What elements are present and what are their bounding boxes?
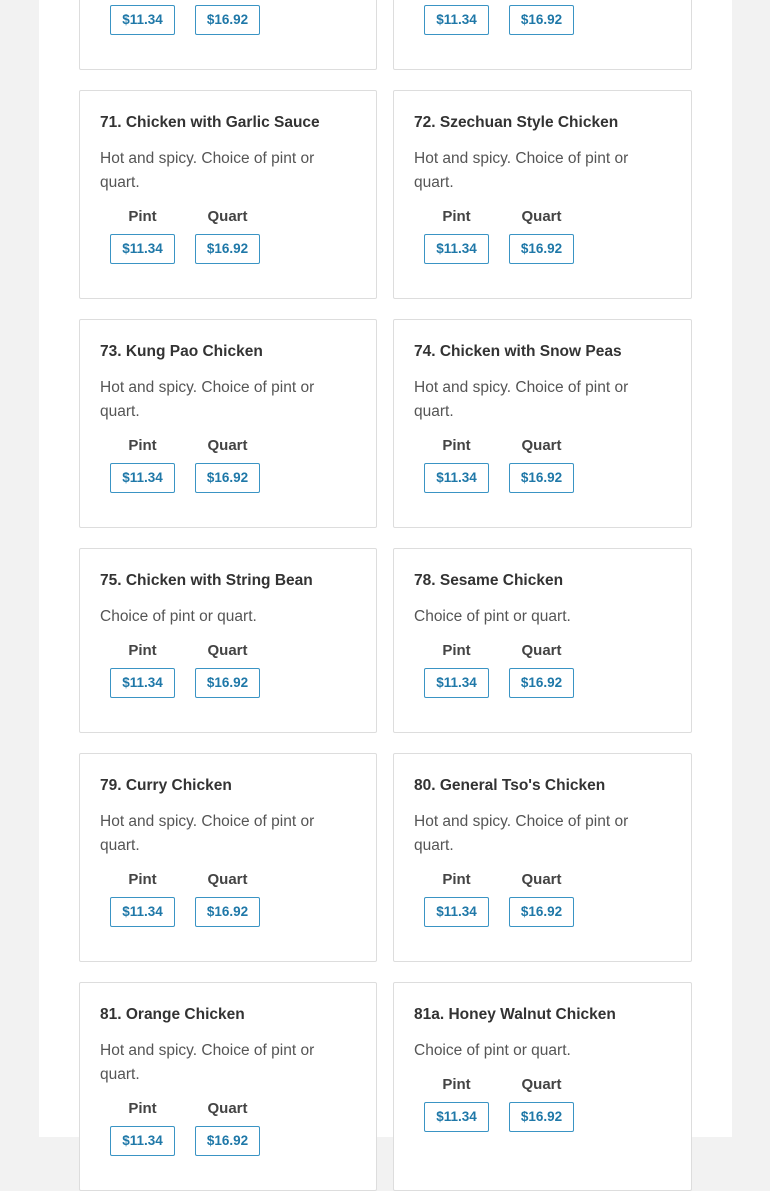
quart-price-button[interactable]: $16.92 — [509, 5, 574, 35]
size-option-pint — [424, 1075, 489, 1132]
menu-item-description: Choice of pint or quart. — [414, 608, 571, 625]
size-option-quart — [195, 641, 260, 698]
size-options — [100, 0, 356, 35]
size-options — [414, 436, 671, 493]
menu-item-card[interactable] — [393, 753, 692, 962]
pint-label: Pint — [128, 437, 157, 454]
size-options — [414, 0, 671, 35]
menu-item-card[interactable] — [79, 753, 377, 962]
pint-price-button[interactable]: $11.34 — [424, 5, 489, 35]
quart-price-button[interactable]: $16.92 — [195, 1126, 260, 1156]
menu-item-card[interactable] — [79, 982, 377, 1191]
pint-label: Pint — [128, 871, 157, 888]
size-options — [100, 870, 356, 927]
quart-label: Quart — [521, 642, 562, 659]
menu-item-card[interactable] — [79, 548, 377, 733]
quart-label: Quart — [207, 437, 248, 454]
pint-label: Pint — [128, 208, 157, 225]
quart-price-button[interactable]: $16.92 — [509, 668, 574, 698]
size-option-quart — [195, 1099, 260, 1156]
quart-label: Quart — [521, 437, 562, 454]
quart-price-button[interactable]: $16.92 — [195, 5, 260, 35]
pint-price-button[interactable]: $11.34 — [424, 463, 489, 493]
pint-price-button[interactable]: $11.34 — [110, 1126, 175, 1156]
quart-price-button[interactable]: $16.92 — [509, 463, 574, 493]
size-options — [100, 436, 356, 493]
menu-item-description: Hot and spicy. Choice of pint or quart. — [100, 1042, 315, 1083]
pint-label: Pint — [442, 1076, 471, 1093]
pint-price-button[interactable]: $11.34 — [110, 897, 175, 927]
quart-price-button[interactable]: $16.92 — [195, 897, 260, 927]
pint-label: Pint — [442, 208, 471, 225]
pint-label: Pint — [128, 642, 157, 659]
quart-price-button[interactable]: $16.92 — [509, 897, 574, 927]
size-option-quart — [195, 870, 260, 927]
menu-item-title: 73. Kung Pao Chicken — [100, 343, 263, 360]
size-option-quart — [195, 0, 260, 35]
menu-item-card[interactable] — [79, 90, 377, 299]
menu-item-card[interactable] — [393, 319, 692, 528]
pint-price-button[interactable]: $11.34 — [110, 234, 175, 264]
menu-item-title: 81. Orange Chicken — [100, 1006, 245, 1023]
menu-item-title: 74. Chicken with Snow Peas — [414, 343, 622, 360]
quart-price-button[interactable]: $16.92 — [509, 234, 574, 264]
quart-label: Quart — [207, 208, 248, 225]
size-options — [414, 1075, 671, 1132]
pint-price-button[interactable]: $11.34 — [110, 5, 175, 35]
menu-grid — [79, 0, 692, 1191]
menu-item-card[interactable] — [393, 982, 692, 1191]
size-option-quart — [509, 870, 574, 927]
menu-item-card[interactable] — [79, 319, 377, 528]
quart-price-button[interactable]: $16.92 — [195, 463, 260, 493]
size-options — [414, 641, 671, 698]
size-option-pint — [110, 0, 175, 35]
pint-label: Pint — [442, 437, 471, 454]
menu-item-title: 75. Chicken with String Bean — [100, 572, 313, 589]
menu-item-card[interactable] — [393, 90, 692, 299]
quart-price-button[interactable]: $16.92 — [195, 668, 260, 698]
pint-price-button[interactable]: $11.34 — [110, 463, 175, 493]
quart-label: Quart — [521, 208, 562, 225]
pint-price-button[interactable]: $11.34 — [424, 897, 489, 927]
quart-label: Quart — [207, 1100, 248, 1117]
size-option-pint — [110, 436, 175, 493]
menu-item-card[interactable] — [393, 0, 692, 70]
pint-label: Pint — [128, 1100, 157, 1117]
pint-price-button[interactable]: $11.34 — [424, 1102, 489, 1132]
size-option-quart — [509, 641, 574, 698]
size-option-pint — [110, 1099, 175, 1156]
menu-item-title: 80. General Tso's Chicken — [414, 777, 606, 794]
size-options — [100, 207, 356, 264]
pint-label: Pint — [442, 871, 471, 888]
pint-label: Pint — [442, 642, 471, 659]
quart-label: Quart — [521, 871, 562, 888]
menu-item-description: Hot and spicy. Choice of pint or quart. — [414, 379, 629, 420]
menu-item-description: Choice of pint or quart. — [414, 1042, 571, 1059]
menu-item-title: 81a. Honey Walnut Chicken — [414, 1006, 616, 1023]
menu-item-description: Hot and spicy. Choice of pint or quart. — [100, 150, 315, 191]
size-option-quart — [509, 436, 574, 493]
size-options — [100, 641, 356, 698]
menu-item-card[interactable] — [393, 548, 692, 733]
pint-price-button[interactable]: $11.34 — [424, 234, 489, 264]
menu-item-title: 71. Chicken with Garlic Sauce — [100, 114, 320, 131]
size-options — [100, 1099, 356, 1156]
menu-item-description: Hot and spicy. Choice of pint or quart. — [414, 150, 629, 191]
pint-price-button[interactable]: $11.34 — [424, 668, 489, 698]
size-option-pint — [424, 436, 489, 493]
pint-price-button[interactable]: $11.34 — [110, 668, 175, 698]
menu-item-description: Choice of pint or quart. — [100, 608, 257, 625]
size-option-pint — [424, 207, 489, 264]
menu-item-description: Hot and spicy. Choice of pint or quart. — [100, 379, 315, 420]
size-option-quart — [509, 207, 574, 264]
menu-item-title: 78. Sesame Chicken — [414, 572, 564, 589]
size-option-pint — [424, 0, 489, 35]
menu-item-description: Hot and spicy. Choice of pint or quart. — [414, 813, 629, 854]
size-options — [414, 207, 671, 264]
size-options — [414, 870, 671, 927]
size-option-pint — [424, 870, 489, 927]
size-option-pint — [110, 641, 175, 698]
quart-price-button[interactable]: $16.92 — [195, 234, 260, 264]
quart-label: Quart — [207, 871, 248, 888]
size-option-pint — [110, 870, 175, 927]
quart-label: Quart — [521, 1076, 562, 1093]
size-option-quart — [195, 207, 260, 264]
quart-price-button[interactable]: $16.92 — [509, 1102, 574, 1132]
size-option-quart — [195, 436, 260, 493]
menu-item-title: 72. Szechuan Style Chicken — [414, 114, 619, 131]
menu-item-title: 79. Curry Chicken — [100, 777, 232, 794]
size-option-pint — [110, 207, 175, 264]
quart-label: Quart — [207, 642, 248, 659]
size-option-quart — [509, 1075, 574, 1132]
size-option-pint — [424, 641, 489, 698]
menu-item-card[interactable] — [79, 0, 377, 70]
menu-item-description: Hot and spicy. Choice of pint or quart. — [100, 813, 315, 854]
size-option-quart — [509, 0, 574, 35]
